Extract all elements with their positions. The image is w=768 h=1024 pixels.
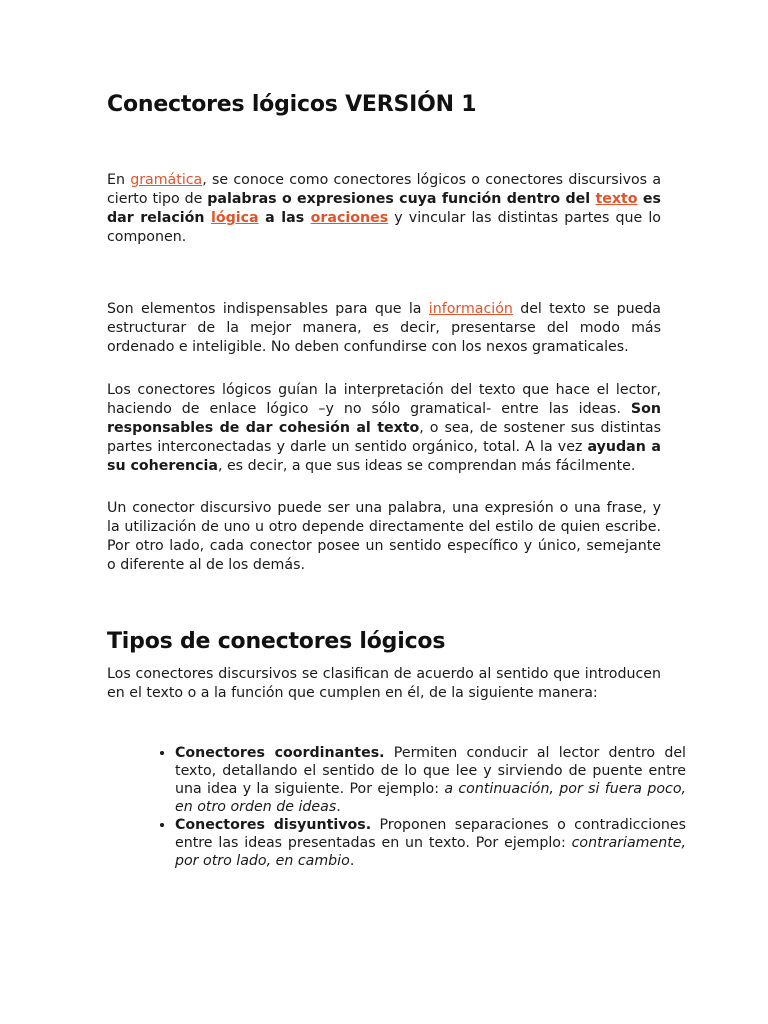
list-item-term: Conectores coordinantes.: [175, 745, 385, 761]
paragraph-clasificacion: Los conectores discursivos se clasifican de acuerdo al sentido que introducen en el texto o a la función que cumplen en él, de la siguiente manera:: [107, 666, 661, 701]
link-gramatica[interactable]: gramática: [130, 172, 203, 188]
paragraph-conector-discursivo: Un conector discursivo puede ser una palabra, una expresión o una frase, y la utilización de uno u otro depende directamente del estilo de quien escribe. Por otro lado, cada conector posee un sentido específico y único, semejante o diferente al de los demás.: [107, 500, 661, 573]
text: En: [107, 172, 131, 188]
bold-text: es dar relación: [107, 191, 661, 226]
bold-text: a las: [258, 210, 311, 226]
list-item-desc: Permiten conducir al lector dentro del texto, detallando el sentido de lo que lee y sirviendo de puente entre una idea y la siguiente. Por ejemplo:: [175, 745, 686, 797]
bold-text: ayudan a su coherencia: [107, 439, 661, 474]
text: , se conoce como conectores lógicos o conectores discursivos a cierto tipo de: [107, 172, 662, 207]
text: Los conectores lógicos guían la interpretación del texto que hace el lector, haciendo de enlace lógico –y no sólo gramatical- entre las ideas.: [107, 382, 661, 417]
bold-text: Son responsables de dar cohesión al texto: [107, 401, 661, 436]
list-item-desc: Proponen separaciones o contradicciones entre las ideas presentadas en un texto. Por ejemplo:: [175, 817, 686, 851]
paragraph-cohesion: [107, 381, 661, 476]
page-title: Conectores lógicos VERSIÓN 1: [107, 92, 477, 117]
list-item-end: .: [349, 853, 355, 869]
text: Son elementos indispensables para que la: [107, 301, 429, 317]
paragraph-informacion: [107, 300, 661, 357]
list-item-example: a continuación, por si fuera poco, en otro orden de ideas: [175, 781, 687, 815]
list-item: [175, 816, 686, 870]
text: , o sea, de sostener sus distintas partes interconectadas y darle un sentido orgánico, total. A la vez: [107, 420, 662, 455]
link-informacion[interactable]: información: [428, 301, 513, 317]
text: y vincular las distintas partes que lo componen.: [107, 210, 661, 245]
section-title: Tipos de conectores lógicos: [107, 629, 446, 654]
link-oraciones[interactable]: oraciones: [310, 210, 389, 226]
text: del texto se pueda estructurar de la mejor manera, es decir, presentarse del modo más ordenado e inteligible. No deben confundirse con los nexos gramaticales.: [107, 301, 661, 355]
link-logica[interactable]: lógica: [210, 210, 259, 226]
list-item: [175, 744, 686, 816]
bold-text: palabras o expresiones cuya función dentro del: [207, 191, 596, 207]
connectors-list: [150, 744, 686, 870]
list-item-end: .: [336, 799, 341, 815]
list-item-example: contrariamente, por otro lado, en cambio: [175, 835, 686, 869]
text: , es decir, a que sus ideas se comprendan más fácilmente.: [217, 458, 636, 474]
list-item-term: Conectores disyuntivos.: [175, 817, 372, 833]
link-texto[interactable]: texto: [595, 191, 638, 207]
intro-paragraph: [107, 171, 661, 247]
